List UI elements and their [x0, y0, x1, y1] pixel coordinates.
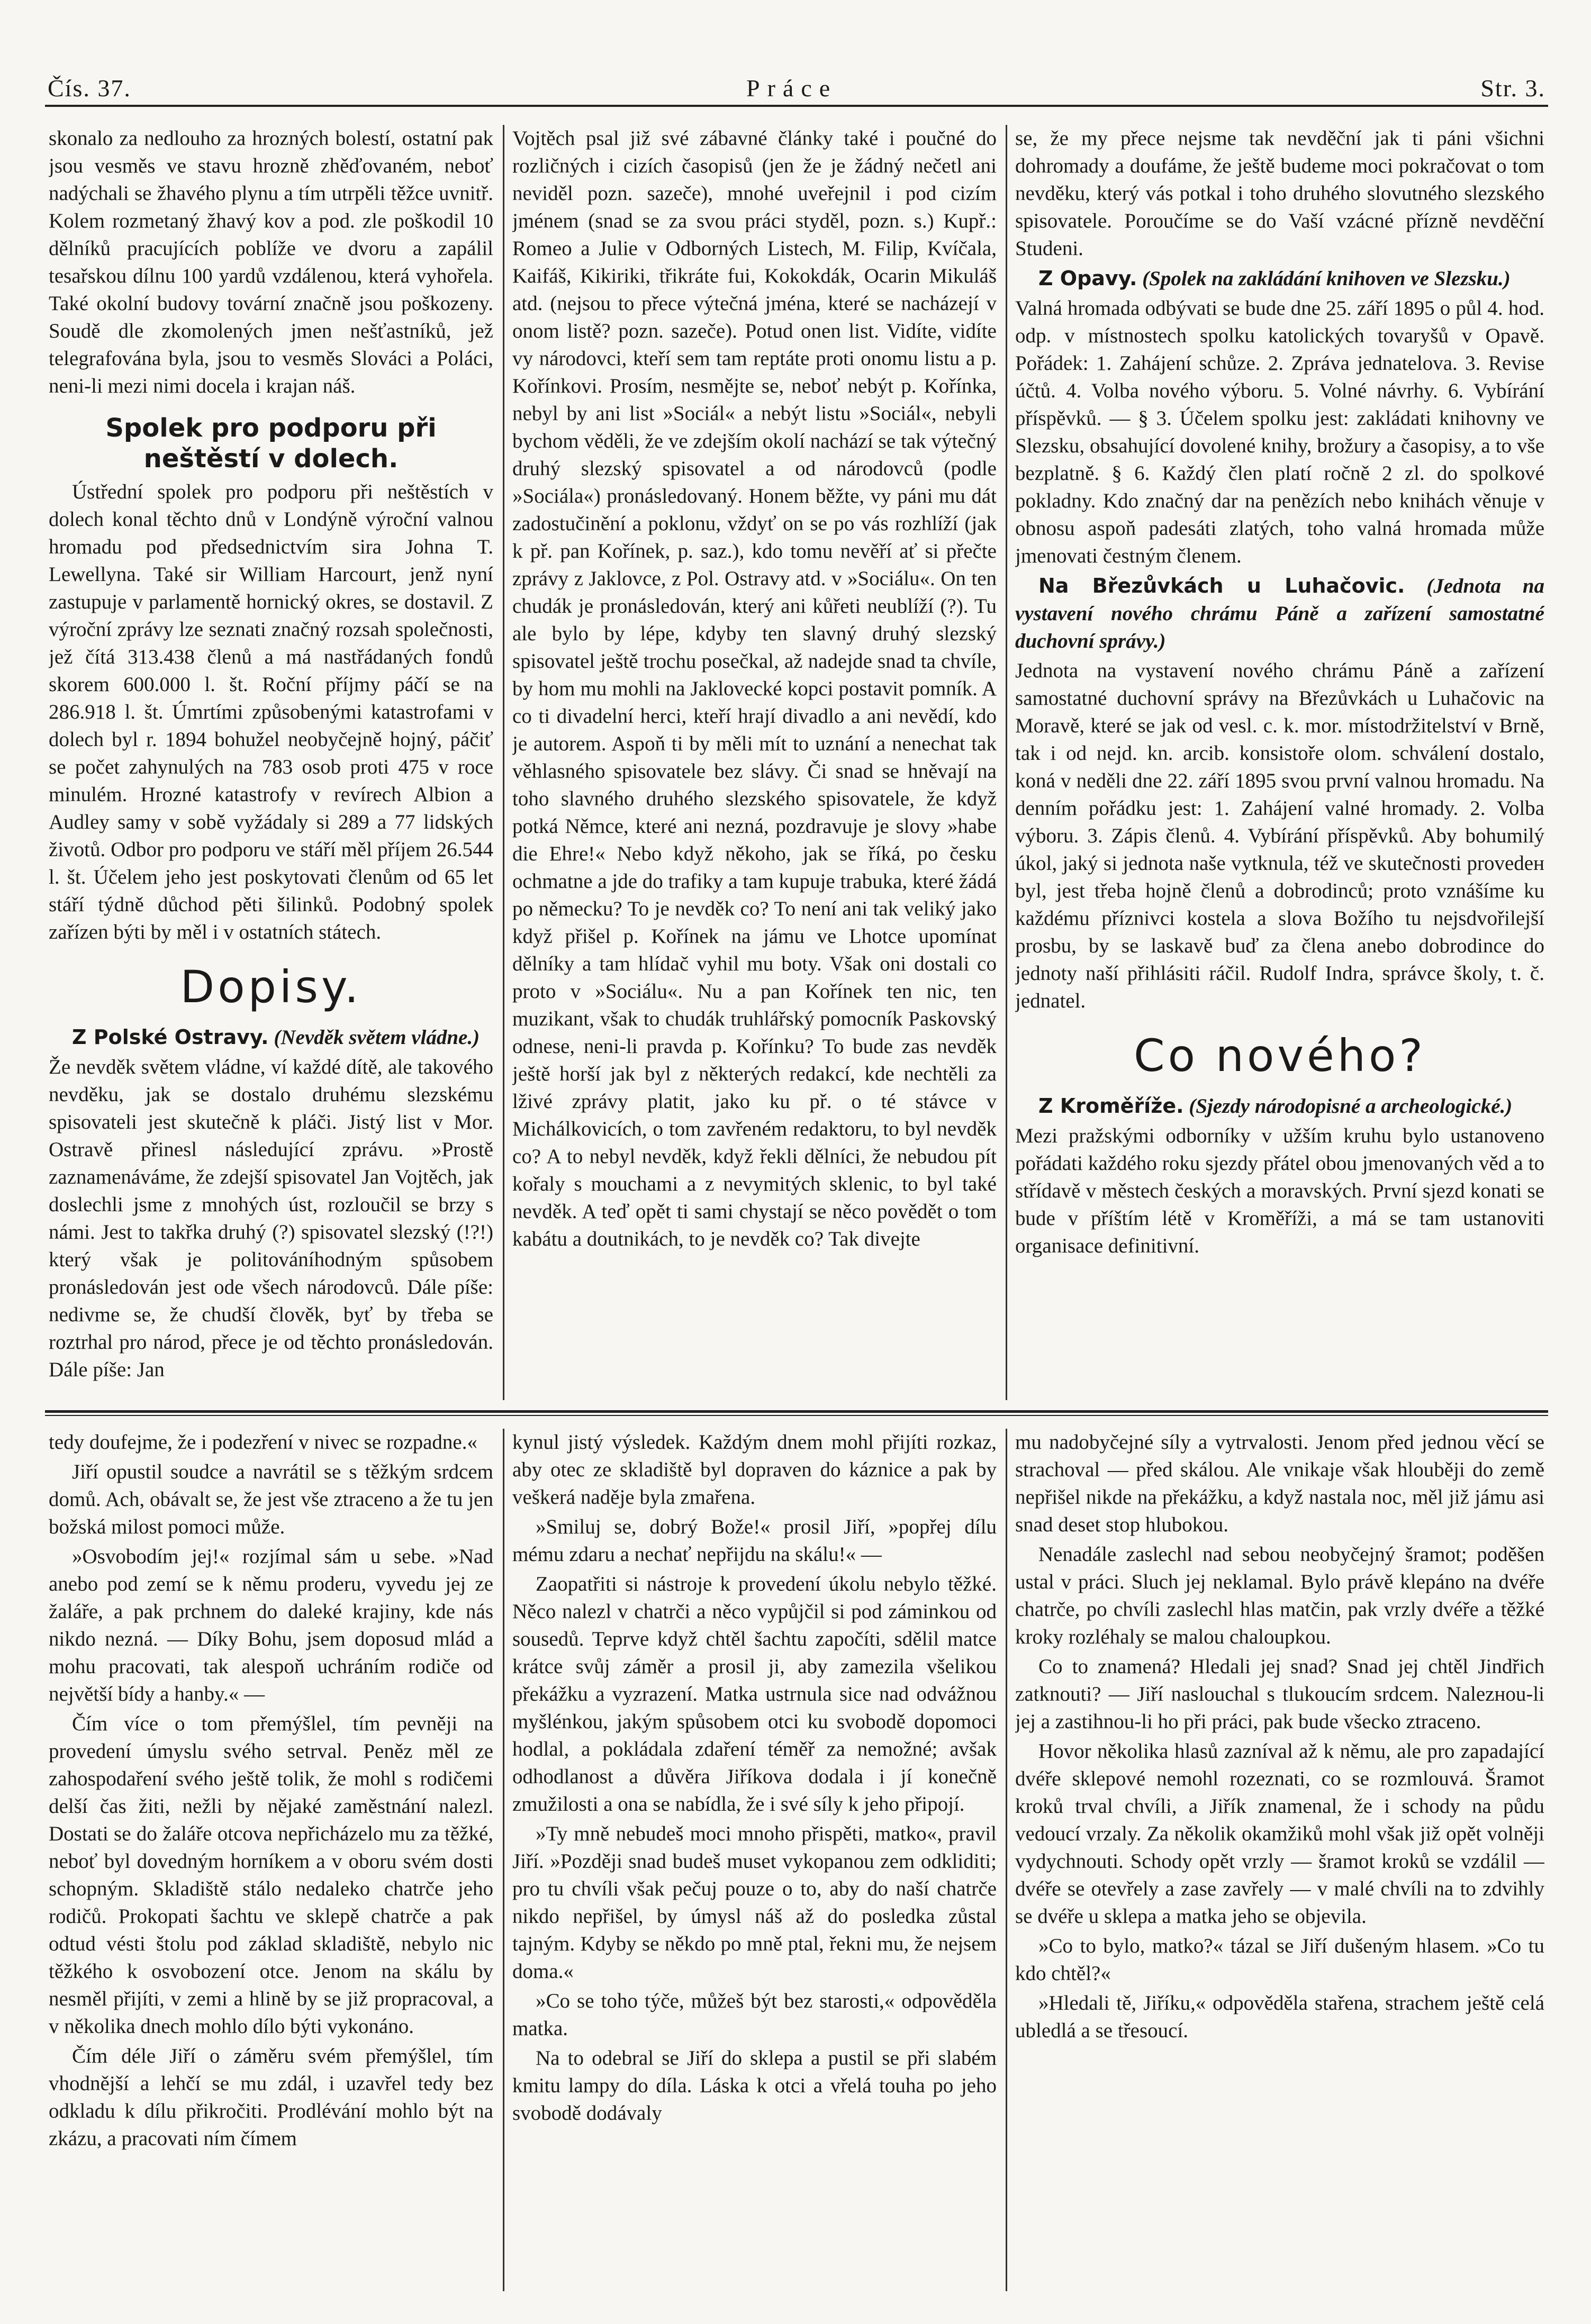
page-header	[48, 74, 1545, 101]
header-rule	[45, 105, 1548, 107]
story-text: Jiří opustil soudce a navrátil se s těžkým srdcem domů. Ach, obávalt se, že jest vše ztraceno a že tu jen božská milost pomoci může.	[49, 1460, 493, 1538]
article-heading: Spolek pro podporu při neštěstí v dolech.	[105, 413, 437, 474]
feuilleton-column-3	[1015, 1429, 1544, 2291]
article-text: skonalo za nedlouho za hrozných bolestí, ostatní pak jsou vesměs ve stavu hrozně zhěďovaném, neboť nadýchali se žhavého plynu a tím utrpěli těžce uvnitř. Kolem rozmetaný žhavý kov a pod. zle poškodil 10 dělníků pracujících poblíže ve dvoru a zapálil tesařskou dílnu 100 yardů vzdálenou, která vyhořela. Také okolní budovy tovární značně jsou poškozeny. Soudě dle zkomolených jmen nešťastníků, jež telegrafována byla, jsou to vesměs Slováci a Poláci, neni-li mezi nimi docela i krajan náš.	[49, 127, 493, 397]
dateline-subtitle: (Spolek na zakládání knihoven ve Slezsku.)	[1142, 267, 1511, 290]
feuilleton-column-2	[512, 1429, 997, 2291]
story-text: Zaopatřiti si nástroje k provedení úkolu nebylo těžké. Něco nalezl v chatrči a něco vypůjčil si pod záminkou od sousedů. Teprve když chtěl šachtu započíti, sdělil matce krátce svůj záměr a prosil ji, aby zamezila všelikou překážku a vyzrazení. Matka ustrnula sice nad odvážnou myšlénkou, jakým spůsobem otci ku svobodě dopomoci hodlal, a pokládala zdaření téměř za nemožné; avšak odhodlanost a důvěra Jiříkova dodala i jí konečně zmužilosti a ona se nabídla, že i své síly k jeho připojí.	[512, 1573, 997, 1815]
story-text: Čím déle Jiří o záměru svém přemýšlel, tím vhodnější a lehčí se mu zdál, i uzavřel tedy bez odkladu k dílu přikročiti. Prodlévání mohlo být na zkázu, a pracovati ním čímem	[49, 2045, 493, 2150]
story-text: »Smiluj se, dobrý Bože!« prosil Jiří, »popřej dílu mému zdaru a nechať nepřijdu na skálu!« —	[512, 1515, 997, 1566]
story-text: »Ty mně nebudeš moci mnoho přispěti, matko«, pravil Jiří. »Později snad budeš muset vykopanou zem odkliditi; pro tu chvíli však pečuj pouze o to, aby do naší chatrče nikdo nepřišel, by úmysl náš až do posledka zůstal tajným. Kdyby se někdo po mně ptal, řekni mu, že nejsem doma.«	[512, 1822, 997, 1983]
dateline: Z Kroměříže.	[1038, 1094, 1184, 1118]
article-text: Jednota na vystavení nového chrámu Páně a zařízení samostatné duchovní správy na Březůvkách u Luhačovic na Moravě, které se jak od vesl. c. k. mor. místodržitelství v Brně, tak i od nejd. kn. arcib. konsistoře olom. schválení dostalo, koná v neděli dne 22. září 1895 svou první valnou hromadu. Na denním pořádku jest: 1. Zahájení valné hromady. 2. Volba výboru. 3. Zápis členů. 4. Vybírání příspěvků. Aby bohumilý úkol, jaký si jednota naše vytknula, též ve skutečnosti provedeн byl, jest třeba hojně členů a dobrodinců; proto vznášíme ku každému příznivci kostela a slova Božího tu nejsdvořilejší prosbu, by se laskavě buď za člena anebo dobrodince do jednoty naší přihlásiti ráčil. Rudolf Indra, správce školy, t. č. jednatel.	[1015, 659, 1544, 1012]
story-text: Co to znamená? Hledali jej snad? Snad jej chtěl Jindřich zatknouti? — Jiří naslouchal s tlukoucím srdcem. Nalezнou-li jej a zastihnou-li ho při práci, pak bude všecko ztraceno.	[1015, 1655, 1544, 1733]
story-text: Hovor několika hlasů zazníval až k němu, ale pro zapadající dvéře sklepové nemohl rozeznati, co se rozmlouvá. Šramot kroků trval chvíli, a Jiřík znamenal, že i schody na půdu vedoucí vrzaly. Za několik okamžiků mohl však již opět volněji vydychnouti. Schody opět vrzly — šramot kroků se vzdálil — dvéře se otevřely a zase zavřely — v malé chvíli na to zdvihly se dvéře u sklepa a matka jeho se objevila.	[1015, 1740, 1544, 1928]
section-heading: Dopisy.	[180, 961, 362, 1013]
dateline-subtitle: (Nevděk světem vládne.)	[274, 1026, 480, 1049]
article-text: Vojtěch psal již své zábavné články také i poučné do rozličných i cizích časopisů (jen že je žádný nečetl ani neviděl pozn. sazeče), mnohé uveřejnil i pod cizím jménem (snad se za svou práci styděl, pozn. s.) Kupř.: Romeo a Julie v Odborných Listech, M. Filip, Kvíčala, Kaifáš, Kikiriki, třikráte fui, Kokokdák, Ocarin Mikuláš atd. (nejsou to přece výtečná jména, které se nacházejí v onom listě? pozn. sazeče). Potud onen list. Vidíte, vidíte vy národovci, kteří sem tam reptáte proti onomu listu a p. Kořínkovi. Prosím, nesmějte se, neboť nebýt p. Kořínka, nebyl by ani list »Sociál« a nebýt listu »Sociál«, nebyli bychom věděli, že ve zdejším okolí nachází se tak výtečný druhý slezský spisovatel a od národovců (podle »Sociála«) pronásledovaný. Honem běžte, vy páni mu dát zadostučinění a poklonu, vždyť on se po vás rozhlíží (jak k př. pan Kořínek, p. saz.), kdo tomu nevěří ať si přečte zprávy z Jaklovce, z Pol. Ostravy atd. v »Sociálu«. On ten chudák je pronásledován, který ani kůřeti neublíží (?). Tu ale bylo by lépe, kdyby ten slavný druhý slezský spisovatel ještě trochu posečkal, až nadejde snad ta chvíle, by hom mu mohli na Jaklovecké kopci postavit pomník. A co ti divadelní herci, kteří hrají divadlo a ani nevědí, kdo je autorem. Aspoň ti by měli mít to uznání a nenechat tak věhlasného spisovatele bez slávy. Či snad se hněvají na toho slavného druhého slezského spisovatele, že když potká Němce, které ani nezná, pozdravuje je slovy »habe die Ehre!« Nebo když někoho, jak se říká, po česku ochmatne a jde do trafiky a tam kupuje trabuka, které žádá po německu? To je nevděk co? To není ani tak veliký jako když přišel p. Kořínek na jámu ve Lhotce upomínat dělníky a tam hlídač vyhil mu boty. Však oni dostali co proto v »Sociálu«. Nu a pan Kořínek ten nic, ten muzikant, však to chudák truhlářský pomocník Paskovský odnese, neni-li pravda p. Kořínku? To bude zas nevděk ještě horší jak byl z některých redakcí, kde nechtěli za lživé zprávy platit, jako ku př. o té stávce v Michálkovicích, o tom zavřeném redaktoru, to byl nevděk co? A to nebyl nevděk, když řekli dělníci, že nebudou pít kořaly s mouchami a z nevymitých sklenic, to byl také nevděk. A teď opět ti sami chystají se něco povědět o tom kabátu a doutnikách, to je nevděk co? Tak divejte	[512, 127, 997, 1250]
article-text: se, že my přece nejsme tak nevděční jak ti páni všichni dohromady a doufáme, že ještě budeme moci pokračovat o tom nevděku, který vás potkal i toho druhého slovutného slezského spisovatele. Poroučíme se do Vaší vzácné přízně nevděční Studeni.	[1015, 127, 1544, 260]
feuilleton-rule	[45, 1410, 1548, 1413]
dateline-subtitle: (Jednota na vystavení nového chrámu Páně a zařízení samostatné duchovní správy.)	[1015, 575, 1544, 652]
article-text: Že nevděk světem vládne, ví každé dítě, ale takového nevděku, jak se dostalo druhému slezskému spisovateli jest skutečně k pláči. Jistý list v Mor. Ostravě přinesl následující zprávu. »Prostě zaznamenáváme, že zdejší spisovatel Jan Vojtěch, jak doslechli jsme z mnohých úst, rozloučil se brzy s námi. Jest to takřka druhý (?) spisovatel slezský (!?!) který však je politováníhodným spůsobem pronásledován jest ode všech národovců. Dále píše: nedivme se, že chudší člověk, byť by třeba se roztrhal pro národ, přece je od těchto pronásledován. Dále píše: Jan	[49, 1056, 493, 1381]
dateline: Z Opavy.	[1038, 267, 1137, 290]
article-text: Mezi pražskými odborníky v užším kruhu bylo ustanoveno pořádati každého roku sjezdy přátel obou jmenovaných věd a to střídavě v městech českých a moravských. První sjezd konati se bude v příštím létě v Kroměříži, a má se tam ustanoviti organisace definitivní.	[1015, 1124, 1544, 1257]
column-divider	[1006, 125, 1007, 1400]
article-text: Valná hromada odbývati se bude dne 25. září 1895 o půl 4. hod. odp. v místnostech spolku katolických tovaryšů v Opavě. Pořádek: 1. Zahájení schůze. 2. Zpráva jednatelova. 3. Revise účtů. 4. Volba nového výboru. 5. Volné návrhy. 6. Vybírání příspěvků. — § 3. Účelem spolku jest: zakládati knihovny ve Slezsku, obsahující dovolené knihy, brožury a časopisy, a to vše bezplatně. § 6. Každý člen platí ročně 2 zl. do spolkové pokladny. Kdo značný dar na penězích nebo knihách věnuje v obnosu aspoň padesáti zlatých, toho valná hromada může jmenovati čestným členem.	[1015, 297, 1544, 567]
column-3	[1015, 125, 1544, 1400]
dateline: Na Březůvkách u Luhačovic.	[1038, 574, 1405, 597]
page-number: Str. 3.	[1480, 75, 1545, 102]
column-divider	[503, 125, 504, 1400]
story-text: »Co se toho týče, můžeš být bez starosti,« odpověděla matka.	[512, 1990, 997, 2040]
story-text: kynul jistý výsledek. Každým dnem mohl přijíti rozkaz, aby otec ze skladiště byl dopraven do káznice a pak by veškerá naděje byla zmařena.	[512, 1431, 997, 1509]
newspaper-title: Práce	[746, 75, 838, 102]
issue-number: Čís. 37.	[48, 75, 131, 102]
story-text: »Osvobodím jej!« rozjímal sám u sebe. »Nad anebo pod zemí se k němu proderu, vyvedu jej ze žaláře, a pak prchnem do daleké krajiny, kde nás nikdo nezná. — Díky Bohu, jsem doposud mlád a mohu pracovati, tak alespoň uchráním rodiče od největší bídy a hanby.« —	[49, 1545, 493, 1705]
dateline-subtitle: (Sjezdy národopisné a archeologické.)	[1189, 1095, 1513, 1118]
story-text: Na to odebral se Jiří do sklepa a pustil se při slabém kmitu lampy do díla. Láska k otci a vřelá touha po jeho svobodě dodávaly	[512, 2047, 997, 2125]
section-heading: Co nového?	[1134, 1030, 1426, 1082]
story-text: mu nadobyčejné síly a vytrvalosti. Jenom před jednou věcí se strachoval — před skálou. Ale vnikaje však hlouběji do země nepřišel nikde na překážku, a když nastala noc, měl již jámu asi snad deset stop hlubokou.	[1015, 1431, 1544, 1536]
dateline: Z Polské Ostravy.	[72, 1025, 269, 1049]
story-text: »Co to bylo, matko?« tázal se Jiří dušeným hlasem. »Co tu kdo chtěl?«	[1015, 1935, 1544, 1985]
story-text: tedy doufejme, že i podezření v nivec se rozpadne.«	[49, 1431, 477, 1454]
story-text: Čím více o tom přemýšlel, tím pevněji na provedení úmyslu svého setrval. Peněz měl ze zahospodaření svého ještě tolik, že mohl s rodičemi delší čas žiti, nežli by nějaké zaměstnání nalezl. Dostati se do žaláře otcova nepřicházelo mu za těžké, neboť byl dovedným horníkem a v oboru svém dosti schopným. Skladiště stálo nedaleko chatrče jeho rodičů. Prokopati šachtu ve sklepě chatrče a pak odtud vésti štolu pod základ skladiště, nebylo nic těžkého k osvobození otce. Jenom na skálu by nesměl přijíti, v zemi a hlině by se již propracoval, a v několika dnech mohlo dílo býti vykonáno.	[49, 1712, 493, 2038]
column-divider	[503, 1429, 504, 2291]
column-2	[512, 125, 997, 1400]
feuilleton-rule	[45, 1415, 1548, 1416]
column-divider	[1006, 1429, 1007, 2291]
story-text: Nenadále zaslechl nad sebou neobyčejný šramot; poděšen ustal v práci. Sluch jej neklamal. Bylo právě klepáno na dvéře chatrče, po chvíli zaslechl hlas matčin, pak vrzly dvéře a těžké kroky rozléhaly se malou chaloupkou.	[1015, 1543, 1544, 1648]
article-text: Ústřední spolek pro podporu při neštěstích v dolech konal těchto dnů v Londýně výroční valnou hromadu pod předsednictvím sira Johna T. Lewellyna. Také sir William Harcourt, jenž nyní zastupuje v parlamentě hornický okres, se dostavil. Z výroční zprávy lze seznati značný rozsah společnosti, jež čítá 313.438 členů a má nastřádaných fondů skorem 600.000 l. št. Roční příjmy páčí se na 286.918 l. št. Úmrtími způsobenými katastrofami v dolech byl r. 1894 bohužel neobyčejně hojný, páčiť se počet zahynulých na 783 osob proti 475 v roce minulém. Hrozné katastrofy v revírech Albion a Audley samy v sobě vyžádaly si 289 a 77 lidských životů. Odbor pro podporu ve stáří měl příjem 26.544 l. št. Účelem jeho jest poskytovati členům od 65 let stáří týdně důchod pěti šilinků. Podobný spolek zařízen býti by měl i v ostatních státech.	[49, 480, 493, 943]
feuilleton-column-1	[49, 1429, 493, 2291]
column-1	[49, 125, 493, 1400]
story-text: »Hledali tě, Jiříku,« odpověděla stařena, strachem ještě celá ubledlá a se třesoucí.	[1015, 1992, 1544, 2042]
